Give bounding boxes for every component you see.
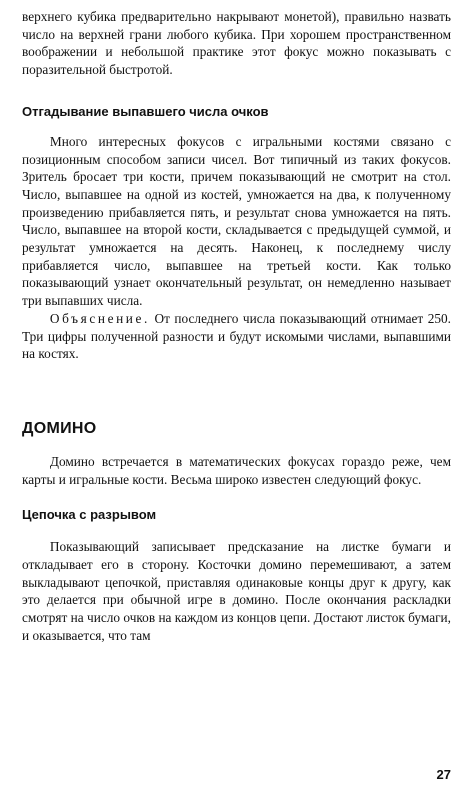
intro-paragraph: верхнего кубика предварительно накрывают монетой), правильно назвать число на верхней грани любого кубика. При хорошем пространственном воображении и небольшой практике этот фокус можно показывать с поразительной быстротой. xyxy=(22,9,451,78)
explanation-label: Объяснение. xyxy=(49,310,150,326)
page-number: 27 xyxy=(436,767,451,782)
explanation-paragraph xyxy=(22,310,451,363)
spacer xyxy=(22,79,451,103)
spacer xyxy=(22,488,451,506)
domino-intro-paragraph: Домино встречается в математических фокусах гораздо реже, чем карты и игральные кости. Весьма широко известен следующий фокус. xyxy=(22,453,451,487)
spacer xyxy=(22,439,451,453)
section-title-domino: ДОМИНО xyxy=(22,419,97,437)
subsection-title-chain: Цепочка с разрывом xyxy=(22,507,157,523)
spacer xyxy=(22,120,451,133)
dice-trick-paragraph: Много интересных фокусов с игральными костями связано с позиционным способом записи чисел. Вот типичный из таких фокусов. Зритель бросает три кости, причем показывающий не смотрит на стол. Число, выпавшее на одной из костей, умножается на два, к полученному произведению прибавляется пять, и результат снова умножается на пять. Число, выпавшее на второй кости, складывается с предыдущей суммой, и результат умножается на десять. Наконец, к последнему числу прибавляется число, выпавшее на третьей кости. Как только показывающий узнает окончательный результат, он немедленно называет три выпавших числа. xyxy=(22,133,451,309)
spacer xyxy=(22,363,451,419)
chain-trick-paragraph: Показывающий записывает предсказание на листке бумаги и откладывает его в сторону. Косточки домино перемешивают, а затем выкладывают цепочкой, приставляя одинаковые концы друг к другу, как это делается при обычной игре в домино. После окончания раскладки смотрят на число очков на каждом из концов цепи. Достают листок бумаги, и оказывается, что там xyxy=(22,539,451,643)
explanation-text: От последнего числа показывающий отнимает 250. Три цифры полученной разности и будут искомыми числами, выпавшими на костях. xyxy=(22,310,451,362)
spacer xyxy=(22,523,451,538)
subsection-title-guessing-dice: Отгадывание выпавшего числа очков xyxy=(22,103,269,119)
